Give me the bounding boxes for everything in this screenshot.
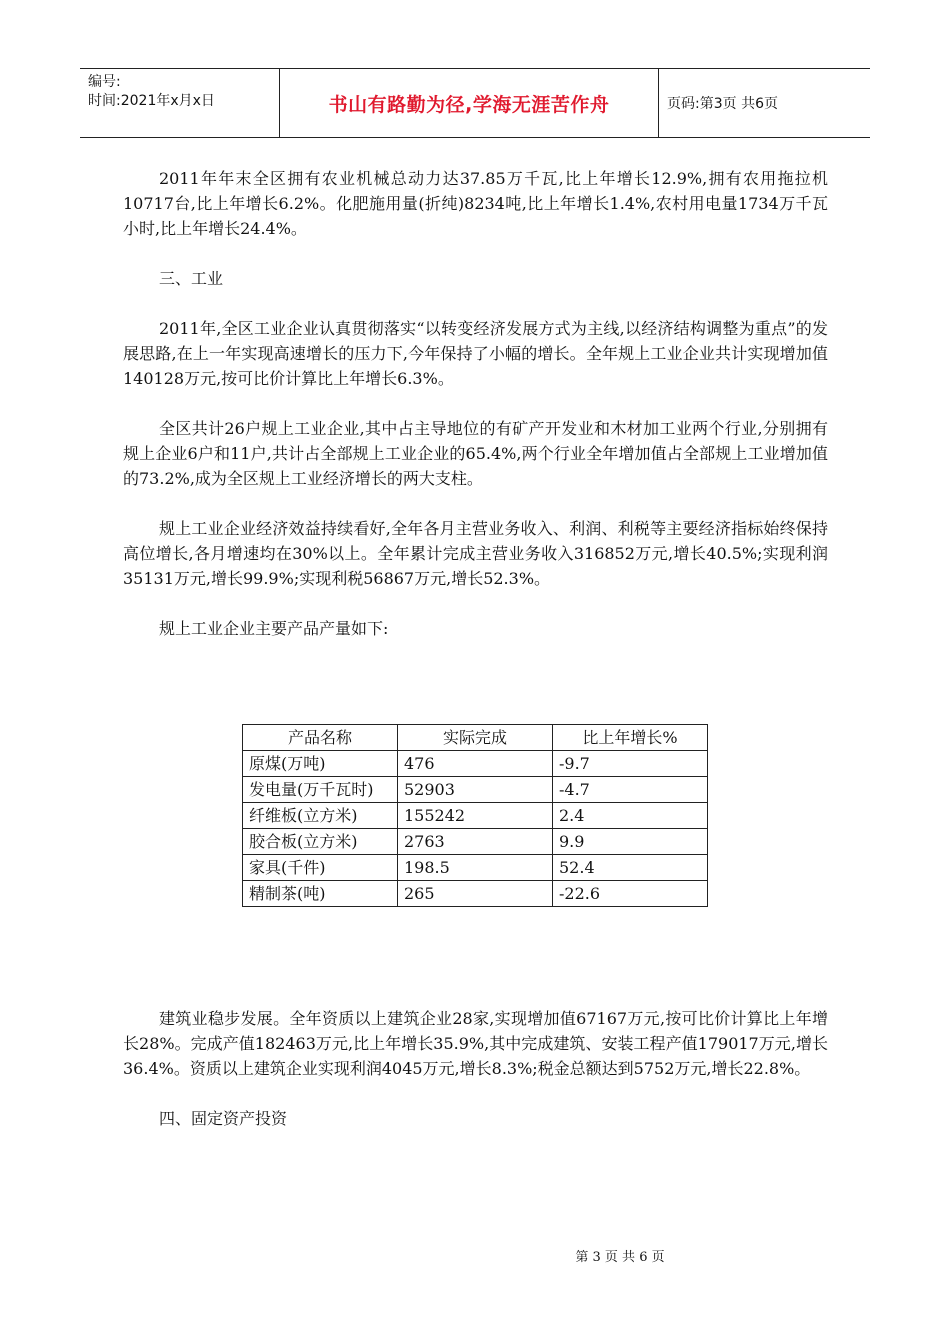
paragraph-industry-overview: 2011年,全区工业企业认真贯彻落实“以转变经济发展方式为主线,以经济结构调整为重点”的发展思路,在上一年实现高速增长的压力下,今年保持了小幅的增长。全年规上工业企业共计实现增加值140128万元,按可比价计算比上年增长6.3%。 <box>123 319 828 388</box>
page-footer: 第 3 页 共 6 页 <box>575 1250 665 1265</box>
paragraph-construction: 建筑业稳步发展。全年资质以上建筑企业28家,实现增加值67167万元,按可比价计算比上年增长28%。完成产值182463万元,比上年增长35.9%,其中完成建筑、安装工程产值179017万元,增长36.4%。资质以上建筑企业实现利润4045万元,增长8.3%;税金总额达到5752万元,增长22.8%。 <box>123 1009 828 1078</box>
table-cell: -4.7 <box>553 777 708 803</box>
table-row <box>243 803 708 829</box>
table-header-cell: 产品名称 <box>243 725 398 751</box>
table-cell: 476 <box>398 751 553 777</box>
table-header-row <box>243 725 708 751</box>
table-cell: -9.7 <box>553 751 708 777</box>
table-row <box>243 881 708 907</box>
paragraph-agriculture: 2011年年末全区拥有农业机械总动力达37.85万千瓦,比上年增长12.9%,拥有农用拖拉机10717台,比上年增长6.2%。化肥施用量(折纯)8234吨,比上年增长1.4%,农村用电量1734万千瓦小时,比上年增长24.4%。 <box>123 169 828 238</box>
table-row <box>243 855 708 881</box>
table-cell: 9.9 <box>553 829 708 855</box>
table-cell: 198.5 <box>398 855 553 881</box>
table-header-cell: 比上年增长% <box>553 725 708 751</box>
table-cell: 155242 <box>398 803 553 829</box>
document-body-continued <box>123 1006 828 1156</box>
paragraph-products-intro: 规上工业企业主要产品产量如下: <box>159 619 389 638</box>
header-page-info: 页码:第3页 共6页 <box>667 96 778 112</box>
table-cell: 家具(千件) <box>243 855 398 881</box>
paragraph-industry-benefits: 规上工业企业经济效益持续看好,全年各月主营业务收入、利润、利税等主要经济指标始终保持高位增长,各月增速均在30%以上。全年累计完成主营业务收入316852万元,增长40.5%;实现利润35131万元,增长99.9%;实现利税56867万元,增长52.3%。 <box>123 519 828 588</box>
header-motto: 书山有路勤为径,学海无涯苦作舟 <box>280 69 659 137</box>
paragraph-industry-enterprises: 全区共计26户规上工业企业,其中占主导地位的有矿产开发业和木材加工业两个行业,分别拥有规上企业6户和11户,共计占全部规上工业企业的65.4%,两个行业全年增加值占全部规上工业增加值的73.2%,成为全区规上工业经济增长的两大支柱。 <box>123 419 828 488</box>
time-label: 时间:2021年x月x日 <box>88 93 215 109</box>
code-label: 编号: <box>88 74 121 90</box>
document-body <box>123 166 828 666</box>
table-cell: 胶合板(立方米) <box>243 829 398 855</box>
table-cell: -22.6 <box>553 881 708 907</box>
table-row <box>243 777 708 803</box>
table-cell: 52.4 <box>553 855 708 881</box>
header-meta <box>80 69 280 137</box>
table-cell: 纤维板(立方米) <box>243 803 398 829</box>
table-cell: 2763 <box>398 829 553 855</box>
products-table <box>242 724 708 907</box>
section-heading-investment: 四、固定资产投资 <box>159 1109 288 1128</box>
table-cell: 精制茶(吨) <box>243 881 398 907</box>
table-cell: 原煤(万吨) <box>243 751 398 777</box>
table-row <box>243 751 708 777</box>
table-cell: 2.4 <box>553 803 708 829</box>
table-header-cell: 实际完成 <box>398 725 553 751</box>
table-row <box>243 829 708 855</box>
table-cell: 265 <box>398 881 553 907</box>
page-header <box>80 68 870 138</box>
table-cell: 52903 <box>398 777 553 803</box>
table-cell: 发电量(万千瓦时) <box>243 777 398 803</box>
section-heading-industry: 三、工业 <box>159 269 224 288</box>
